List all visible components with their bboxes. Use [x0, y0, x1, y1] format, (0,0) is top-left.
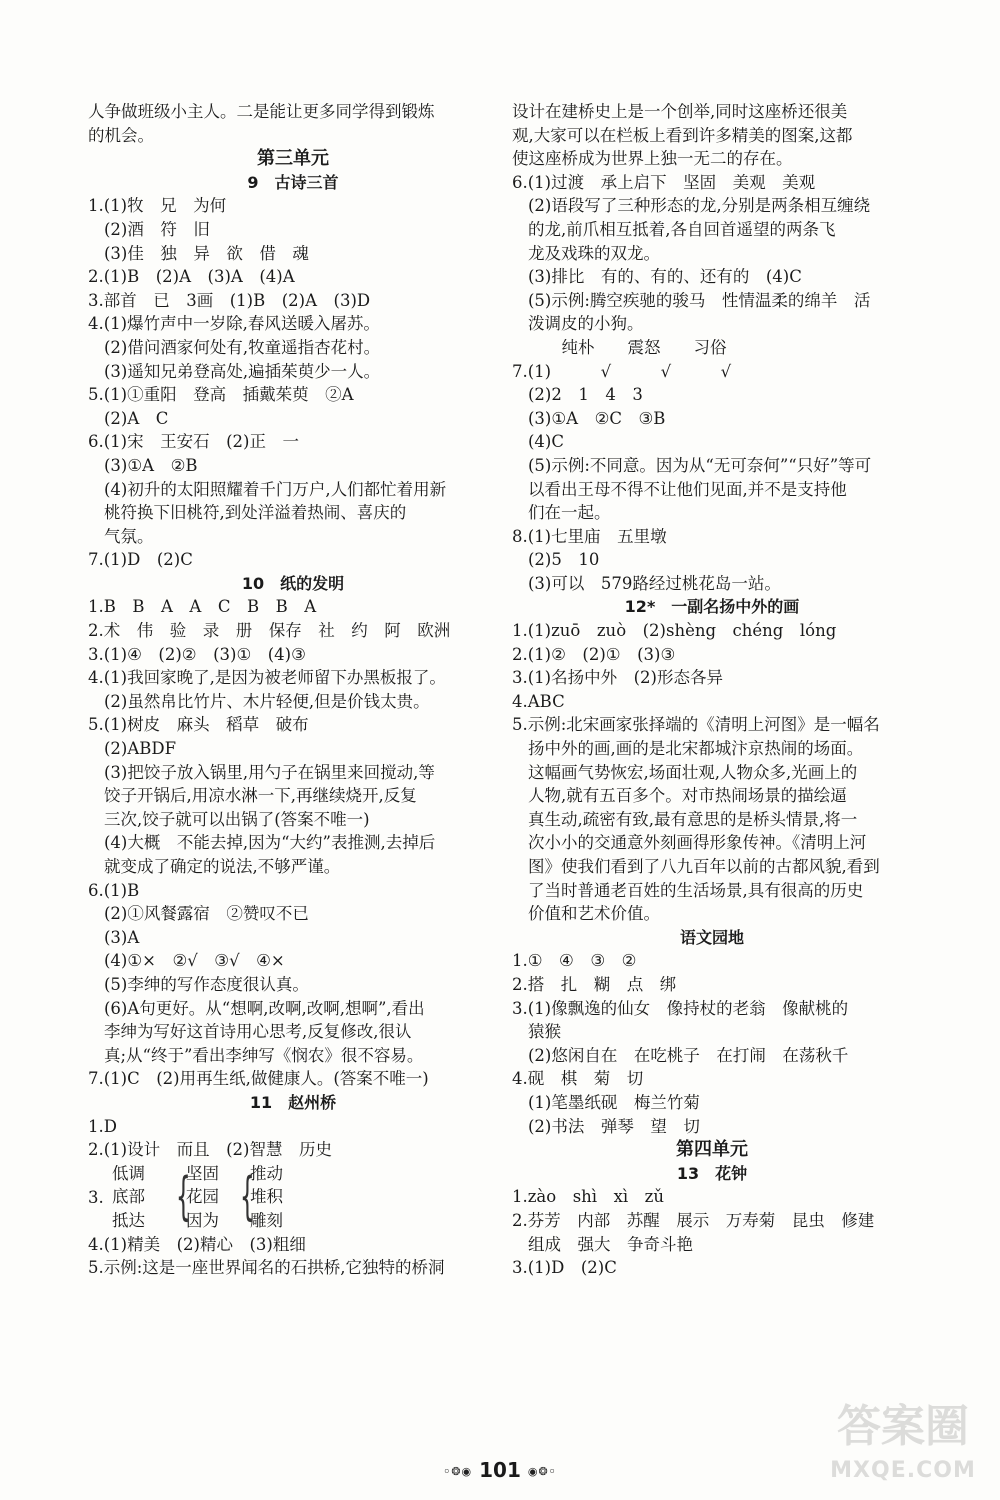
answer-line: 1.D [88, 1116, 117, 1136]
lesson-title: 语文园地 [679, 927, 744, 947]
answer-line: 饺子开锅后,用凉水淋一下,再继续烧开,反复 [104, 786, 417, 806]
answer-line: 3.(1)像飘逸的仙女 像持杖的老翁 像献桃的 [512, 998, 849, 1018]
answer-line: 桃符换下旧桃符,到处洋溢着热闹、喜庆的 [104, 503, 407, 523]
left-tail-lines [88, 1233, 498, 1280]
lesson-title: 11 赵州桥 [249, 1092, 337, 1112]
lesson-title: 9 古诗三首 [247, 172, 339, 192]
answer-line: 3.(1)④ (2)② (3)① (4)③ [88, 644, 306, 664]
brace-word: 因为 [186, 1211, 219, 1231]
answer-line: 组成 强大 争奇斗艳 [528, 1234, 693, 1254]
answer-line: (5)示例:不同意。因为从“无可奈何”“只好”等可 [528, 455, 872, 475]
answer-line: 设计在建桥史上是一个创举,同时这座桥还很美 [512, 102, 848, 121]
answer-line: (3)可以 579路经过桃花岛一站。 [528, 573, 781, 593]
answer-line: 以看出王母不得不让他们见面,并不是支持他 [528, 479, 847, 499]
answer-line: 猿猴 [528, 1022, 561, 1042]
answer-line: (4)C [528, 432, 564, 452]
answer-line: 的龙,前爪相互抵着,各自回首遥望的两条飞 [528, 219, 836, 239]
answer-line: (1)笔墨纸砚 梅兰竹菊 [528, 1092, 700, 1112]
answer-line: (6)A句更好。从“想啊,改啊,改啊,想啊”,看出 [104, 998, 425, 1018]
answer-line: 7.(1) √ √ √ [512, 361, 732, 381]
answer-line: 们在一起。 [528, 503, 611, 523]
answer-line: 1.(1)zuō zuò (2)shèng chéng lóng [512, 621, 837, 641]
ornament-left-icon: ◦❂◉ [443, 1465, 473, 1478]
brace-icon: { [239, 1166, 255, 1227]
answer-line: 1.(1)牧 兄 为何 [88, 196, 227, 216]
ornament-right-icon: ◉❂◦ [527, 1465, 557, 1478]
answer-line: (2)酒 符 旧 [104, 219, 210, 239]
answer-line: 扬中外的画,画的是北宋都城汴京热闹的场面。 [528, 739, 864, 759]
answer-line: (2)书法 弹琴 望 切 [528, 1116, 700, 1136]
answer-line: (5)示例:腾空疾驰的骏马 性情温柔的绵羊 活 [528, 290, 871, 310]
answer-line: (2)5 10 [528, 550, 600, 570]
brace-word: 雕刻 [250, 1211, 283, 1231]
answer-line: 1.zào shì xì zǔ [512, 1187, 664, 1207]
answer-line: 就变成了确定的说法,不够严谨。 [104, 857, 341, 876]
brace-item-number: 3. [88, 1187, 104, 1207]
answer-line: 图》使我们看到了八九百年以前的古都风貌,看到 [528, 857, 880, 876]
watermark-url: MXQE.COM [830, 1458, 976, 1483]
answer-line: 2.(1)B (2)A (3)A (4)A [88, 267, 295, 287]
brace-col-2 [186, 1162, 236, 1233]
answer-line: (3)佳 独 异 欲 借 魂 [104, 243, 309, 263]
answer-line: 的机会。 [88, 125, 154, 145]
brace-col-1 [112, 1162, 172, 1233]
answer-line: 5.示例:北宋画家张择端的《清明上河图》是一幅名 [512, 715, 880, 735]
answer-line: 三次,饺子就可以出锅了(答案不唯一) [104, 809, 370, 829]
brace-item [88, 1162, 498, 1233]
brace-word: 底部 [112, 1187, 145, 1207]
answer-line: (2)A C [104, 408, 169, 428]
answer-line: (5)李绅的写作态度很认真。 [104, 974, 309, 994]
brace-word: 推动 [250, 1163, 283, 1183]
answer-line: 4.(1)爆竹声中一岁除,春风送暖入屠苏。 [88, 314, 380, 334]
answer-line: (3)A [104, 927, 140, 947]
answer-line: 2.(1)设计 而且 (2)智慧 历史 [88, 1140, 332, 1160]
lesson-title: 12* 一副名扬中外的画 [624, 597, 800, 617]
answer-line: (2)ABDF [104, 739, 177, 759]
answer-line: 7.(1)C (2)用再生纸,做健康人。(答案不唯一) [88, 1069, 429, 1089]
answer-line: 2.术 伟 验 录 册 保存 社 约 阿 欧洲 [88, 621, 451, 641]
answer-line: 5.(1)树皮 麻头 稻草 破布 [88, 715, 309, 735]
left-lines [88, 100, 498, 1162]
answer-line: (3)排比 有的、有的、还有的 (4)C [528, 267, 802, 287]
answer-line: 价值和艺术价值。 [528, 904, 660, 924]
answer-line: 6.(1)B [88, 880, 140, 900]
answer-line: (2)①风餐露宿 ②赞叹不已 [104, 904, 309, 924]
watermark-label: 答案圈 [837, 1401, 969, 1452]
lesson-title: 10 纸的发明 [241, 573, 345, 593]
watermark-logo [818, 1396, 988, 1496]
answer-line: 4.ABC [512, 691, 565, 711]
answer-line: 人争做班级小主人。二是能让更多同学得到锻炼 [88, 102, 435, 121]
answer-line: 人物,就有五百多个。对市热闹场景的描绘逼 [528, 786, 847, 806]
answer-line: 真;从“终于”看出李绅写《悯农》很不容易。 [104, 1045, 424, 1065]
answer-line: (4)初升的太阳照耀着千门万户,人们都忙着用新 [104, 479, 447, 499]
lesson-title: 13 花钟 [676, 1163, 748, 1183]
answer-line: 使这座桥成为世界上独一无二的存在。 [512, 149, 793, 169]
answer-line: (2)虽然帛比竹片、木片轻便,但是价钱太贵。 [104, 691, 430, 711]
answer-line: 观,大家可以在栏板上看到许多精美的图案,这都 [512, 125, 853, 145]
answer-line: 3.部首 已 3画 (1)B (2)A (3)D [88, 290, 371, 310]
answer-line: 3.(1)名扬中外 (2)形态各异 [512, 668, 723, 688]
answer-line: 2.(1)② (2)① (3)③ [512, 644, 676, 664]
answer-line: 了当时普通老百姓的生活场景,具有很高的历史 [528, 880, 864, 900]
unit-title: 第三单元 [257, 148, 329, 170]
answer-line: 5.示例:这是一座世界闻名的石拱桥,它独特的桥洞 [88, 1258, 445, 1278]
brace-word: 抵达 [112, 1211, 145, 1231]
answer-line: 4.(1)精美 (2)精心 (3)粗细 [88, 1234, 306, 1254]
left-column [88, 100, 498, 1280]
answer-line: 1.① ④ ③ ② [512, 951, 637, 971]
answer-line: 5.(1)①重阳 登高 插戴茱萸 ②A [88, 385, 354, 405]
answer-line: (3)①A ②B [104, 455, 198, 475]
answer-line: (2)悠闲自在 在吃桃子 在打闹 在荡秋千 [528, 1045, 849, 1065]
answer-line: 2.搭 扎 糊 点 绑 [512, 974, 677, 994]
brace-icon: { [175, 1166, 191, 1227]
answer-line: 泼调皮的小狗。 [528, 314, 644, 334]
brace-col-3 [250, 1162, 310, 1233]
answer-line: 这幅画气势恢宏,场面壮观,人物众多,光画上的 [528, 762, 858, 782]
brace-word: 坚固 [186, 1163, 219, 1183]
answer-line: 真生动,疏密有致,最有意思的是桥头情景,将一 [528, 809, 858, 829]
answer-line: 1.B B A A C B B A [88, 597, 317, 617]
answer-line: (4)大概 不能去掉,因为“大约”表推测,去掉后 [104, 833, 436, 853]
answer-line: 2.芬芳 内部 苏醒 展示 万寿菊 昆虫 修建 [512, 1210, 875, 1230]
answer-line: 4.(1)我回家晚了,是因为被老师留下办黑板报了。 [88, 668, 446, 688]
answer-line: 次小小的交通意外刻画得形象传神。《清明上河 [528, 833, 867, 853]
brace-word: 堆积 [250, 1187, 283, 1207]
answer-line: 6.(1)宋 王安石 (2)正 一 [88, 432, 299, 452]
answer-line: 7.(1)D (2)C [88, 550, 193, 570]
answer-line: 气氛。 [104, 526, 154, 546]
answer-line: 6.(1)过渡 承上启下 坚固 美观 美观 [512, 172, 816, 192]
answer-line: (2)语段写了三种形态的龙,分别是两条相互缠绕 [528, 196, 871, 216]
answer-line: 纯朴 震怒 习俗 [512, 337, 727, 357]
right-column [512, 100, 912, 1280]
answer-line: 3.(1)D (2)C [512, 1258, 617, 1278]
unit-title: 第四单元 [676, 1139, 748, 1161]
answer-line: (2)2 1 4 3 [528, 385, 643, 405]
answer-line: 龙及戏珠的双龙。 [528, 243, 660, 263]
answer-line: 李绅为写好这首诗用心思考,反复修改,很认 [104, 1022, 412, 1042]
answer-line: (3)①A ②C ③B [528, 408, 666, 428]
page-number: 101 [479, 1458, 521, 1482]
brace-word: 花园 [186, 1187, 219, 1207]
answer-line: (3)遥知兄弟登高处,遍插茱萸少一人。 [104, 361, 381, 381]
answer-line: 8.(1)七里庙 五里墩 [512, 526, 667, 546]
answer-line: 4.砚 棋 菊 切 [512, 1069, 644, 1089]
right-lines [512, 100, 912, 1280]
answer-line: (3)把饺子放入锅里,用勺子在锅里来回搅动,等 [104, 762, 435, 782]
answer-line: (4)①× ②√ ③√ ④× [104, 951, 285, 971]
brace-word: 低调 [112, 1163, 145, 1183]
answer-line: (2)借问酒家何处有,牧童遥指杏花村。 [104, 337, 381, 357]
